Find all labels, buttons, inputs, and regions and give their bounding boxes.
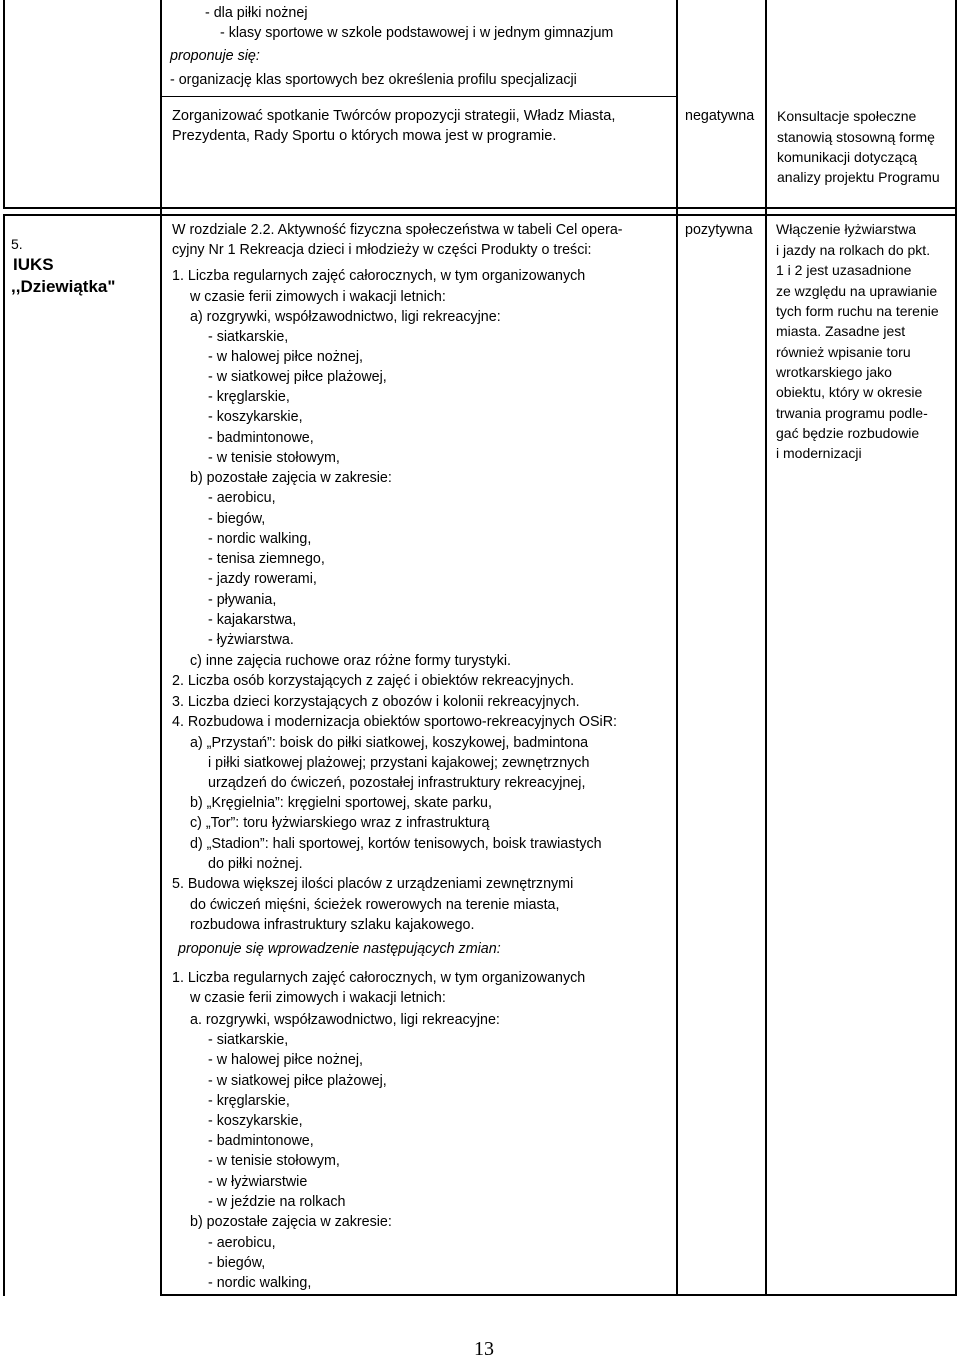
row5-content-line: - nordic walking, [208,531,312,547]
row5-content-line: rozbudowa infrastruktury szlaku kajakowego. [190,917,475,933]
row5-content-line: b) pozostałe zajęcia w zakresie: [190,1214,392,1230]
row5-content-line: proponuje się wprowadzenie następujących zmian: [178,941,501,957]
row5-content-line: - w halowej piłce nożnej, [208,349,363,365]
row5-content-line: - kręglarskie, [208,389,290,405]
row5-content-line: b) pozostałe zajęcia w zakresie: [190,470,392,486]
page-number: 13 [474,1338,494,1360]
row5-justification-line-11: gać będzie rozbudowie [776,425,920,441]
row5-content-line: - w jeździe na rolkach [208,1194,346,1210]
row4-content-line-1: Zorganizować spotkanie Twórców propozycji strategii, Władz Miasta, [172,108,616,124]
row-separator-double-b [3,214,957,216]
row5-content-line: - aerobicu, [208,1235,276,1251]
row4-justification-line-3: komunikacji dotyczącą [777,149,918,165]
row5-content-line: - badmintonowe, [208,1133,314,1149]
row5-content-line: 4. Rozbudowa i modernizacja obiektów sportowo-rekreacyjnych OSiR: [172,714,617,730]
row5-content-line: 2. Liczba osób korzystających z zajęć i obiektów rekreacyjnych. [172,673,575,689]
row5-content-line: a. rozgrywki, współzawodnictwo, ligi rekreacyjne: [190,1012,500,1028]
row5-content-line: - siatkarskie, [208,1032,289,1048]
row5-name-line-2: ,,Dziewiątka" [11,277,116,296]
table-left-border-bottom [3,216,5,1296]
row5-justification-line-4: ze względu na uprawianie [776,283,938,299]
row4-justification-line-4: analizy projektu Programu [777,169,940,185]
top-line-2: - klasy sportowe w szkole podstawowej i w jednym gimnazjum [220,25,614,41]
row4-opinion: negatywna [685,108,755,124]
row5-content-line: 5. Budowa większej ilości placów z urządzeniami zewnętrznymi [172,876,574,892]
row5-content-line: - koszykarskie, [208,409,303,425]
row5-content-line: - badmintonowe, [208,430,314,446]
row5-justification-line-12: i modernizacji [776,445,862,461]
row5-content-line: d) „Stadion”: hali sportowej, kortów tenisowych, boisk trawiastych [190,836,602,852]
top-line-1: - dla piłki nożnej [205,5,308,21]
row5-content-line: 1. Liczba regularnych zajęć całorocznych, w tym organizowanych [172,970,586,986]
row5-content-line: a) rozgrywki, współzawodnictwo, ligi rekreacyjne: [190,309,501,325]
row5-content-line: - nordic walking, [208,1275,312,1291]
row5-content-line: w czasie ferii zimowych i wakacji letnich: [190,990,446,1006]
row5-content-line: - kajakarstwa, [208,612,297,628]
row5-justification-line-2: i jazdy na rolkach do pkt. [776,242,931,258]
row5-content-line: - w siatkowej piłce plażowej, [208,1073,387,1089]
row5-content-line: c) inne zajęcia ruchowe oraz różne formy turystyki. [190,653,512,669]
row5-content-line: 3. Liczba dzieci korzystających z obozów i kolonii rekreacyjnych. [172,694,580,710]
col-divider-2 [676,0,678,1296]
row5-content-line: - łyżwiarstwa. [208,632,294,648]
row5-content-line: i piłki siatkowej plażowej; przystani kajakowej; zewnętrznych [208,755,590,771]
row5-justification-line-1: Włączenie łyżwiarstwa [776,221,917,237]
row5-content-line: urządzeń do ćwiczeń, pozostałej infrastruktury rekreacyjnej, [208,775,586,791]
row4-justification-line-1: Konsultacje społeczne [777,108,917,124]
row5-content-line: a) „Przystań”: boisk do piłki siatkowej, koszykowej, badmintona [190,735,589,751]
col-divider-1 [160,0,162,1296]
col-divider-3 [765,0,767,1296]
row5-justification-line-9: obiektu, który w okresie [776,384,923,400]
row5-justification-line-6: miasta. Zasadne jest [776,323,906,339]
table-right-border [955,0,957,1296]
row5-justification-line-8: wrotkarskiego jako [776,364,892,380]
row5-content-line: - tenisa ziemnego, [208,551,325,567]
row5-number: 5. [11,236,23,252]
row5-content-line: w czasie ferii zimowych i wakacji letnich: [190,289,446,305]
row5-justification-line-10: trwania programu podle- [776,405,928,421]
row5-content-line: - koszykarskie, [208,1113,303,1129]
row5-content-line: - aerobicu, [208,490,276,506]
row5-content-line: b) „Kręgielnia”: kręgielni sportowej, skate parku, [190,795,492,811]
row5-content-line: do ćwiczeń mięśni, ścieżek rowerowych na terenie miasta, [190,897,560,913]
row5-content-line: 1. Liczba regularnych zajęć całorocznych, w tym organizowanych [172,268,586,284]
row5-content-line: do piłki nożnej. [208,856,303,872]
row5-opinion: pozytywna [685,222,753,238]
row5-content-line: cyjny Nr 1 Rekreacja dzieci i młodzieży w części Produkty o treści: [172,242,592,258]
proposal-line: - organizację klas sportowych bez określenia profilu specjalizacji [170,72,577,88]
table-bottom-border [160,1294,957,1296]
row5-content-line: - siatkarskie, [208,329,289,345]
row4-justification-line-2: stanowią stosowną formę [777,129,935,145]
row5-content-line: - biegów, [208,511,266,527]
propose-label: proponuje się: [170,48,260,64]
row5-content-line: c) „Tor”: toru łyżwiarskiego wraz z infrastrukturą [190,815,490,831]
row5-content-line: - kręglarskie, [208,1093,290,1109]
row5-content-line: - w tenisie stołowym, [208,450,340,466]
row5-content-line: - w łyżwiarstwie [208,1174,308,1190]
row5-content-line: - w halowej piłce nożnej, [208,1052,363,1068]
row4-content-line-2: Prezydenta, Rady Sportu o których mowa jest w programie. [172,128,557,144]
row5-justification-line-7: również wpisanie toru [776,344,911,360]
row-separator-top [160,96,677,97]
row5-content-line: W rozdziale 2.2. Aktywność fizyczna społeczeństwa w tabeli Cel opera- [172,222,623,238]
row5-content-line: - jazdy rowerami, [208,571,317,587]
row-separator-double-a [3,207,957,209]
row5-name-line-1: IUKS [13,255,54,274]
row5-justification-line-3: 1 i 2 jest uzasadnione [776,262,912,278]
row5-content-line: - pływania, [208,592,277,608]
row5-content-line: - biegów, [208,1255,266,1271]
row5-content-line: - w siatkowej piłce plażowej, [208,369,387,385]
row5-content-line: - w tenisie stołowym, [208,1153,340,1169]
row5-justification-line-5: tych form ruchu na terenie [776,303,939,319]
table-left-border-top [3,0,5,209]
